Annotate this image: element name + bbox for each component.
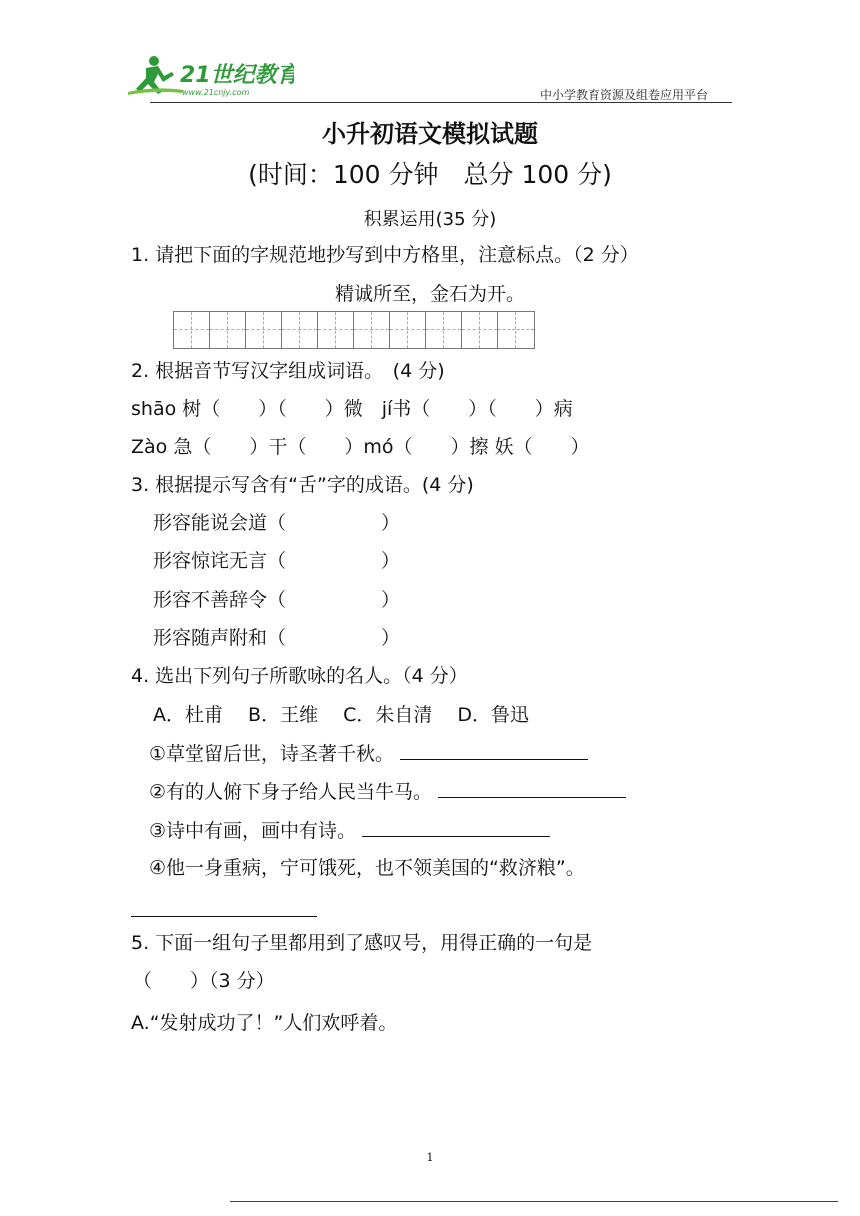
question-4-prompt: 4. 选出下列句子所歌咏的名人。（4 分） bbox=[131, 665, 468, 687]
question-5-paren: （ ）（3 分） bbox=[133, 970, 275, 992]
question-2-row-2: Zào 急（ ）干（ ）mó（ ）擦 妖（ ） bbox=[131, 436, 590, 458]
writing-grid[interactable] bbox=[173, 311, 535, 349]
grid-cell[interactable] bbox=[426, 312, 462, 348]
question-4-item-text: ②有的人俯下身子给人民当牛马。 bbox=[149, 781, 433, 803]
question-2-row-1: shāo 树（ ）（ ）微 jí书（ ）（ ）病 bbox=[131, 398, 573, 420]
question-4-item: ④他一身重病，宁可饿死，也不领美国的“救济粮”。 bbox=[149, 857, 585, 879]
question-4-item-text: ③诗中有画，画中有诗。 bbox=[149, 820, 357, 842]
answer-blank[interactable] bbox=[400, 741, 588, 760]
svg-text:www.21cnjy.com: www.21cnjy.com bbox=[182, 88, 250, 97]
grid-cell[interactable] bbox=[282, 312, 318, 348]
grid-cell[interactable] bbox=[174, 312, 210, 348]
question-2-prompt: 2. 根据音节写汉字组成词语。 (4 分) bbox=[131, 360, 445, 382]
question-3-item: 形容惊诧无言（ ） bbox=[153, 550, 401, 572]
question-3-item: 形容不善辞令（ ） bbox=[153, 589, 401, 611]
answer-blank[interactable] bbox=[131, 896, 317, 917]
site-logo bbox=[124, 52, 294, 100]
grid-cell[interactable] bbox=[246, 312, 282, 348]
grid-cell[interactable] bbox=[462, 312, 498, 348]
platform-name: 中小学教育资源及组卷应用平台 bbox=[540, 88, 709, 102]
question-1-prompt: 1. 请把下面的字规范地抄写到中方格里，注意标点。（2 分） bbox=[131, 244, 639, 266]
question-5-prompt: 5. 下面一组句子里都用到了感叹号，用得正确的一句是 bbox=[131, 932, 593, 954]
question-4-item bbox=[149, 779, 626, 804]
section-heading: 积累运用(35 分) bbox=[363, 209, 497, 230]
page-number: 1 bbox=[426, 1151, 434, 1164]
grid-cell[interactable] bbox=[210, 312, 246, 348]
grid-cell[interactable] bbox=[318, 312, 354, 348]
svg-text:21世纪教育: 21世纪教育 bbox=[180, 63, 294, 88]
question-4-item bbox=[149, 741, 588, 766]
question-4-item bbox=[149, 818, 550, 843]
answer-blank[interactable] bbox=[362, 818, 550, 837]
grid-cell[interactable] bbox=[498, 312, 534, 348]
runner-icon bbox=[124, 52, 294, 100]
header-divider bbox=[150, 102, 732, 103]
question-3-item: 形容随声附和（ ） bbox=[153, 627, 401, 649]
question-4-options: A．杜甫 B．王维 C．朱自清 D．鲁迅 bbox=[153, 704, 530, 726]
question-3-item: 形容能说会道（ ） bbox=[153, 512, 401, 534]
page-title: 小升初语文模拟试题 bbox=[322, 120, 538, 148]
footer-divider bbox=[230, 1201, 838, 1202]
grid-cell[interactable] bbox=[390, 312, 426, 348]
exam-info: (时间：100 分钟 总分 100 分) bbox=[248, 160, 612, 189]
question-5-option-a: A.“发射成功了！”人们欢呼着。 bbox=[131, 1012, 398, 1034]
question-4-item-text: ①草堂留后世，诗圣著千秋。 bbox=[149, 743, 395, 765]
grid-cell[interactable] bbox=[354, 312, 390, 348]
question-1-text: 精诚所至，金石为开。 bbox=[334, 283, 525, 305]
answer-blank[interactable] bbox=[438, 779, 626, 798]
question-3-prompt: 3. 根据提示写含有“舌”字的成语。(4 分) bbox=[131, 474, 474, 496]
